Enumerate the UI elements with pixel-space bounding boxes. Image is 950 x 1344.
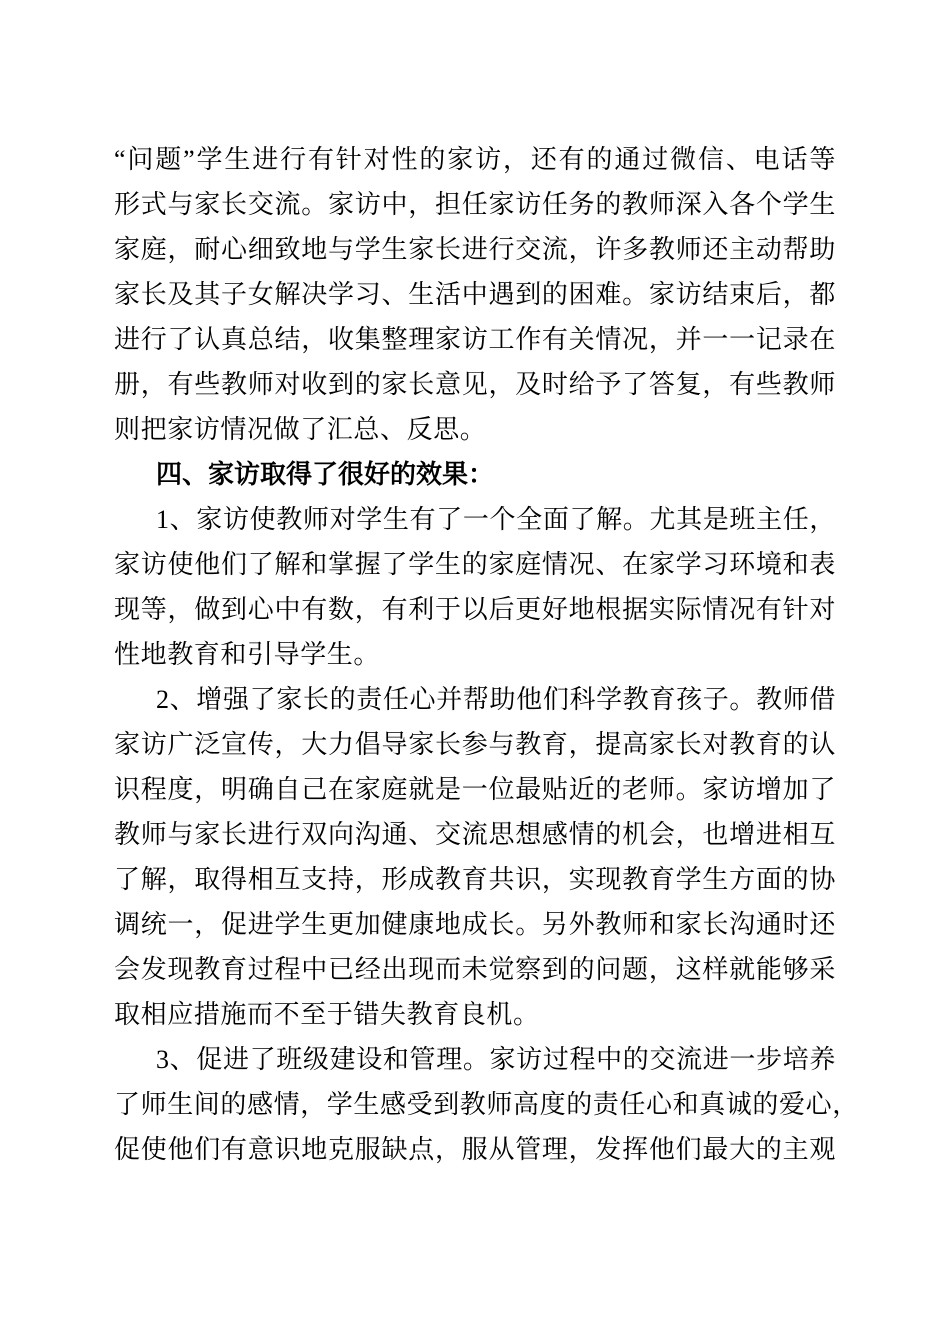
body-text-line: 调统一，促进学生更加健康地成长。另外教师和家长沟通时还	[114, 910, 836, 939]
document-text-block	[114, 137, 859, 1172]
body-text-line: 了解，取得相互支持，形成教育共识，实现教育学生方面的协	[114, 865, 836, 894]
body-text-line: 家长及其子女解决学习、生活中遇到的困难。家访结束后，都	[114, 280, 836, 309]
body-text-line: 册，有些教师对收到的家长意见，及时给予了答复，有些教师	[114, 370, 836, 399]
body-text-line: 形式与家长交流。家访中，担任家访任务的教师深入各个学生	[114, 190, 836, 219]
body-text-line: 3、促进了班级建设和管理。家访过程中的交流进一步培养	[156, 1045, 836, 1074]
body-text-line: 2、增强了家长的责任心并帮助他们科学教育孩子。教师借	[156, 685, 836, 714]
heading-line: 四、家访取得了很好的效果：	[156, 459, 495, 489]
body-text-line: 家庭，耐心细致地与学生家长进行交流，许多教师还主动帮助	[114, 235, 836, 264]
body-text-line: “问题”学生进行有针对性的家访，还有的通过微信、电话等	[114, 145, 836, 174]
body-text-line: 会发现教育过程中已经出现而未觉察到的问题，这样就能够采	[114, 955, 836, 984]
body-text-line: 教师与家长进行双向沟通、交流思想感情的机会，也增进相互	[114, 820, 836, 849]
body-text-line: 进行了认真总结，收集整理家访工作有关情况，并一一记录在	[114, 325, 836, 354]
body-text-line: 促使他们有意识地克服缺点，服从管理，发挥他们最大的主观	[114, 1135, 836, 1164]
body-text-line: 则把家访情况做了汇总、反思。	[114, 415, 487, 444]
body-text-line: 1、家访使教师对学生有了一个全面了解。尤其是班主任，	[156, 505, 836, 534]
body-text-line: 性地教育和引导学生。	[114, 640, 381, 669]
body-text-line: 家访使他们了解和掌握了学生的家庭情况、在家学习环境和表	[114, 550, 836, 579]
body-text-line: 了师生间的感情，学生感受到教师高度的责任心和真诚的爱心，	[114, 1090, 859, 1119]
body-text-line: 取相应措施而不至于错失教育良机。	[114, 1000, 540, 1029]
body-text-line: 家访广泛宣传，大力倡导家长参与教育，提高家长对教育的认	[114, 730, 836, 759]
body-text-line: 现等，做到心中有数，有利于以后更好地根据实际情况有针对	[114, 595, 836, 624]
body-text-line: 识程度，明确自己在家庭就是一位最贴近的老师。家访增加了	[114, 775, 836, 804]
